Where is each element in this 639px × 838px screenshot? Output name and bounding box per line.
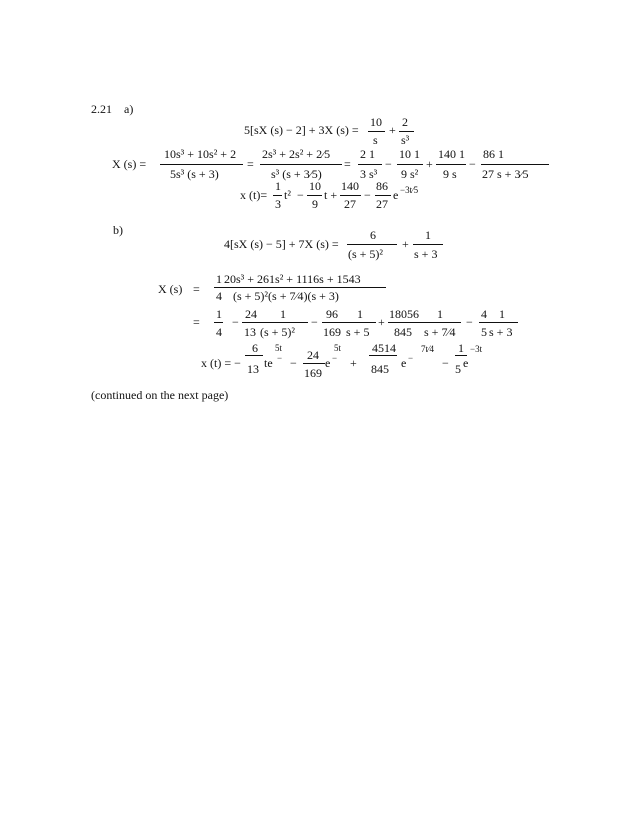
b-eq4-t2-sup: − (332, 353, 338, 363)
b-eq3-t2-bar (322, 322, 344, 323)
a-eq1-f2-num: 2 (402, 115, 408, 129)
b-eq3-t3b-num: 1 (437, 307, 443, 321)
a-eq3-t2-den: 9 (312, 197, 318, 211)
a-eq3-lhs: x (t)= (240, 188, 268, 202)
b-eq3-t4b-den: s + 3 (489, 325, 513, 339)
a-eq2-lhs: X (s) = (112, 157, 147, 171)
b-eq1-f1-bar (347, 244, 397, 245)
b-eq1-plus: + (402, 237, 409, 251)
b-eq4-t4-den: 5 (455, 362, 461, 376)
a-eq2-t2-num: 10 1 (399, 147, 420, 161)
b-eq2-eq: = (193, 282, 200, 296)
b-eq3-minus0: − (232, 315, 239, 329)
b-eq3-t3b-den: s + 7⁄4 (424, 325, 456, 339)
b-eq2-f-den: (s + 5)²(s + 7⁄4)(s + 3) (233, 289, 339, 303)
b-eq4-t4-var: e (463, 356, 469, 370)
a-eq2-minus1: − (385, 157, 392, 171)
part-b-label: b) (113, 223, 123, 237)
a-eq3-t2-bar (307, 195, 322, 196)
a-eq3-t1-var: t² (284, 188, 291, 202)
a-eq3-t4-exp: −3t⁄5 (400, 185, 419, 195)
b-eq4-lhs: x (t) = − (201, 356, 241, 370)
b-eq3-t3b-bar (422, 322, 461, 323)
b-eq1-f2-bar (413, 244, 443, 245)
b-eq1-lhs: 4[sX (s) − 5] + 7X (s) = (224, 237, 339, 251)
a-eq2-t1-num: 2 1 (360, 147, 375, 161)
b-eq3-coef-den: 4 (216, 325, 222, 339)
b-eq3-t1-den: 13 (244, 325, 256, 339)
b-eq1-f1-num: 6 (370, 228, 376, 242)
b-eq3-t3-bar (388, 322, 422, 323)
a-eq2-minus2: − (469, 157, 476, 171)
b-eq3-t2-den: 169 (323, 325, 341, 339)
b-eq1-f1-den: (s + 5)² (348, 247, 384, 261)
b-eq4-t3-bar (369, 355, 397, 356)
b-eq3-eq: = (193, 315, 200, 329)
a-eq1-f2-den: s³ (401, 133, 410, 147)
a-eq3-t1-bar (273, 195, 282, 196)
b-eq4-t2-den: 169 (304, 366, 322, 380)
a-eq2-t1-den: 3 s³ (360, 167, 378, 181)
a-eq2-t4-den: 27 s + 3⁄5 (482, 167, 529, 181)
b-eq4-t3-exp: 7t⁄4 (421, 344, 435, 354)
a-eq3-t4-num: 86 (376, 179, 388, 193)
a-eq1-f2-bar (399, 131, 414, 132)
a-eq3-t4-bar (375, 195, 391, 196)
b-eq4-t2-num: 24 (307, 348, 319, 362)
b-eq3-t2b-den: s + 5 (346, 325, 370, 339)
b-eq3-coef-num: 1 (216, 307, 222, 321)
b-eq3-t2-num: 96 (326, 307, 338, 321)
b-eq1-f2-num: 1 (425, 228, 431, 242)
a-eq3-t2-num: 10 (309, 179, 321, 193)
a-eq3-t1-den: 3 (275, 197, 281, 211)
b-eq2-lhs: X (s) (158, 282, 183, 296)
a-eq1-f1-bar (368, 131, 385, 132)
b-eq3-t4-bar (479, 322, 488, 323)
b-eq3-t4b-num: 1 (499, 307, 505, 321)
b-eq4-t2-exp: 5t (334, 343, 342, 353)
b-eq3-t1b-bar (260, 322, 308, 323)
b-eq2-f-bar (214, 287, 386, 288)
b-eq3-t3-den: 845 (394, 325, 412, 339)
b-eq4-t1-num: 6 (252, 341, 258, 355)
b-eq3-t2b-bar (344, 322, 376, 323)
a-eq2-f1-bar (160, 164, 243, 165)
a-eq2-f2-bar (260, 164, 342, 165)
a-eq2-t4-bar (481, 164, 549, 165)
b-eq4-t4-exp: −3t (470, 344, 483, 354)
a-eq2-plus: + (426, 157, 433, 171)
b-eq3-t2b-num: 1 (357, 307, 363, 321)
b-eq4-minus1: − (290, 356, 297, 370)
b-eq4-t1-bar (245, 355, 263, 356)
a-eq3-t2-var: t + (324, 188, 338, 202)
a-eq3-t4-var: e (393, 188, 399, 202)
a-eq1-f1-den: s (373, 133, 378, 147)
a-eq3-t3-num: 140 (341, 179, 359, 193)
a-eq3-t1-num: 1 (275, 179, 281, 193)
b-eq4-t3-den: 845 (371, 362, 389, 376)
b-eq3-plus: + (378, 315, 385, 329)
a-eq2-t3-den: 9 s (443, 167, 457, 181)
b-eq4-t3-var: e (401, 356, 407, 370)
b-eq3-t1-num: 24 (245, 307, 257, 321)
b-eq3-minus1: − (311, 315, 318, 329)
b-eq3-t1b-den: (s + 5)² (260, 325, 296, 339)
b-eq4-t2-var: e (325, 356, 331, 370)
b-eq4-t4-num: 1 (458, 341, 464, 355)
b-eq1-f2-den: s + 3 (414, 247, 438, 261)
b-eq4-plus: + (350, 356, 357, 370)
b-eq3-t3-num: 18056 (389, 307, 419, 321)
problem-number: 2.21 (91, 102, 112, 116)
a-eq2-f2-num: 2s³ + 2s² + 2⁄5 (262, 147, 331, 161)
a-eq2-eq1: = (247, 157, 254, 171)
a-eq2-t3-num: 140 1 (438, 147, 465, 161)
b-eq4-t1-sup: − (277, 353, 283, 363)
b-eq4-t1-var: te (264, 356, 273, 370)
a-eq2-f1-num: 10s³ + 10s² + 2 (164, 147, 237, 161)
a-eq2-t2-den: 9 s² (401, 167, 419, 181)
b-eq2-coef-den: 4 (216, 289, 222, 303)
a-eq2-t3-bar (436, 164, 466, 165)
b-eq2-f-num: 20s³ + 261s² + 1116s + 1543 (224, 272, 361, 286)
a-eq3-t4-den: 27 (376, 197, 388, 211)
a-eq2-t2-bar (397, 164, 423, 165)
b-eq4-t1-exp: 5t (275, 343, 283, 353)
b-eq3-t4-den: 5 (481, 325, 487, 339)
b-eq3-t4-num: 4 (481, 307, 487, 321)
b-eq4-t3-sup: − (408, 353, 414, 363)
a-eq2-t4-num: 86 1 (483, 147, 504, 161)
b-eq3-t4b-bar (488, 322, 518, 323)
a-eq1-f1-num: 10 (370, 115, 382, 129)
b-eq2-coef-num: 1 (216, 272, 222, 286)
b-eq3-minus2: − (466, 315, 473, 329)
a-eq2-f1-den: 5s³ (s + 3) (170, 167, 219, 181)
b-eq3-t1b-num: 1 (280, 307, 286, 321)
a-eq3-minus1: − (297, 188, 304, 202)
b-eq3-t1-bar (242, 322, 260, 323)
b-eq4-t3-num: 4514 (372, 341, 396, 355)
b-eq4-t1-den: 13 (247, 362, 259, 376)
b-eq4-minus2: − (442, 356, 449, 370)
b-eq4-t2-bar (303, 363, 325, 364)
a-eq2-t1-bar (358, 164, 382, 165)
a-eq3-t3-bar (340, 195, 361, 196)
a-eq3-t3-den: 27 (344, 197, 356, 211)
a-eq1-plus: + (389, 123, 396, 137)
a-eq2-f2-den: s³ (s + 3⁄5) (271, 167, 322, 181)
a-eq3-minus2: − (364, 188, 371, 202)
continued-note: (continued on the next page) (91, 388, 229, 402)
a-eq2-eq2: = (344, 157, 351, 171)
b-eq3-coef-bar (214, 322, 223, 323)
part-a-label: a) (124, 102, 134, 116)
a-eq1-lhs: 5[sX (s) − 2] + 3X (s) = (244, 123, 359, 137)
